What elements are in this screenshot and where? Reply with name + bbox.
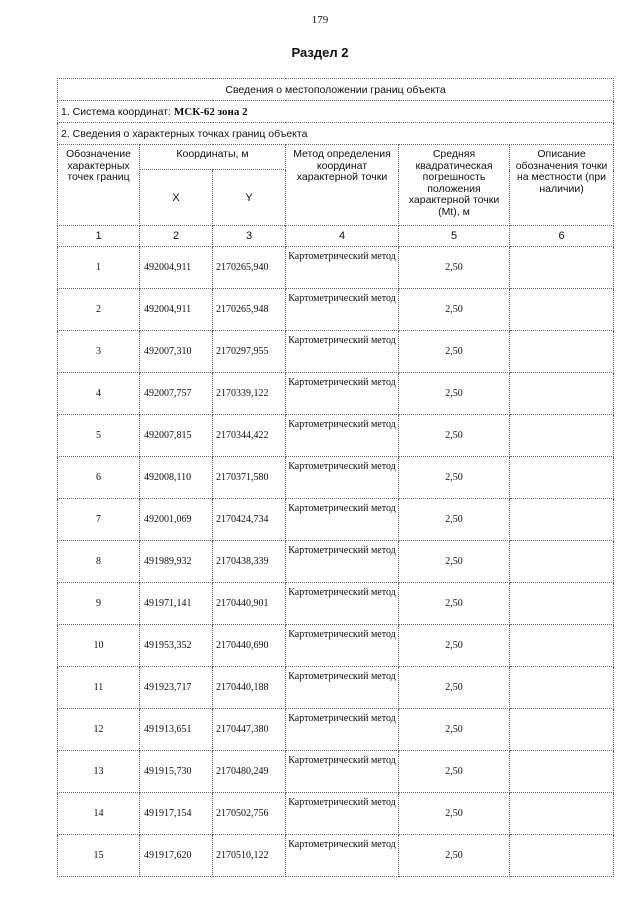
page-number: 179 [311,14,329,26]
point-cell: 5 [58,415,140,457]
table-row [58,793,614,835]
section-title: Раздел 2 [291,45,349,60]
method-cell: Картометрический метод [286,835,399,877]
method-cell: Картометрический метод [286,541,399,583]
point-cell: 3 [58,331,140,373]
table-row [58,373,614,415]
x-cell: 492007,815 [140,415,213,457]
accuracy-cell: 2,50 [399,751,510,793]
banner-row [58,79,614,101]
header-description: Описание обозначения точки на местности (при наличии) [510,145,614,226]
description-cell [510,835,614,877]
header-row-1 [58,145,614,170]
method-cell: Картометрический метод [286,415,399,457]
accuracy-cell: 2,50 [399,541,510,583]
x-cell: 492008,110 [140,457,213,499]
method-cell: Картометрический метод [286,499,399,541]
description-cell [510,793,614,835]
accuracy-cell: 2,50 [399,625,510,667]
point-cell: 9 [58,583,140,625]
point-cell: 14 [58,793,140,835]
y-cell: 2170339,122 [213,373,286,415]
y-cell: 2170297,955 [213,331,286,373]
y-cell: 2170371,580 [213,457,286,499]
column-number: 1 [58,226,140,247]
y-cell: 2170265,940 [213,247,286,289]
x-cell: 491917,154 [140,793,213,835]
point-cell: 7 [58,499,140,541]
description-cell [510,499,614,541]
x-cell: 491971,141 [140,583,213,625]
header-accuracy: Средняя квадратическая погрешность положения характерной точки (Mt), м [399,145,510,226]
accuracy-cell: 2,50 [399,247,510,289]
coord-system-value: МСК-62 зона 2 [173,105,248,118]
accuracy-cell: 2,50 [399,373,510,415]
y-cell: 2170438,339 [213,541,286,583]
column-number: 4 [286,226,399,247]
point-cell: 15 [58,835,140,877]
column-number: 3 [213,226,286,247]
x-cell: 491915,730 [140,751,213,793]
y-cell: 2170424,734 [213,499,286,541]
table-row [58,499,614,541]
point-cell: 1 [58,247,140,289]
table-row [58,331,614,373]
table-row [58,541,614,583]
header-method: Метод определения координат характерной точки [286,145,399,226]
table-row [58,415,614,457]
description-cell [510,583,614,625]
accuracy-cell: 2,50 [399,289,510,331]
column-numbers-row [58,226,614,247]
char-points-title: 2. Сведения о характерных точках границ объекта [58,123,614,145]
coord-system-row [58,101,614,123]
accuracy-cell: 2,50 [399,793,510,835]
header-x: X [140,170,213,226]
y-cell: 2170440,188 [213,667,286,709]
x-cell: 492001,069 [140,499,213,541]
column-number: 2 [140,226,213,247]
method-cell: Картометрический метод [286,751,399,793]
table-row [58,289,614,331]
x-cell: 491917,620 [140,835,213,877]
method-cell: Картометрический метод [286,457,399,499]
description-cell [510,247,614,289]
description-cell [510,415,614,457]
point-cell: 6 [58,457,140,499]
y-cell: 2170265,948 [213,289,286,331]
method-cell: Картометрический метод [286,625,399,667]
description-cell [510,373,614,415]
y-cell: 2170440,690 [213,625,286,667]
description-cell [510,751,614,793]
x-cell: 492004,911 [140,247,213,289]
method-cell: Картометрический метод [286,793,399,835]
accuracy-cell: 2,50 [399,709,510,751]
point-cell: 4 [58,373,140,415]
point-cell: 10 [58,625,140,667]
column-number: 6 [510,226,614,247]
accuracy-cell: 2,50 [399,415,510,457]
x-cell: 492007,757 [140,373,213,415]
accuracy-cell: 2,50 [399,835,510,877]
table-row [58,835,614,877]
description-cell [510,289,614,331]
table-row [58,583,614,625]
header-coords: Координаты, м [140,145,286,170]
x-cell: 492007,310 [140,331,213,373]
method-cell: Картометрический метод [286,583,399,625]
x-cell: 492004,911 [140,289,213,331]
point-cell: 12 [58,709,140,751]
x-cell: 491913,651 [140,709,213,751]
table-row [58,667,614,709]
method-cell: Картометрический метод [286,709,399,751]
x-cell: 491989,932 [140,541,213,583]
table-banner: Сведения о местоположении границ объекта [58,79,614,101]
point-cell: 2 [58,289,140,331]
y-cell: 2170510,122 [213,835,286,877]
y-cell: 2170502,756 [213,793,286,835]
boundary-points-table [57,78,614,877]
header-y: Y [213,170,286,226]
accuracy-cell: 2,50 [399,331,510,373]
header-point: Обозначение характерных точек границ [58,145,140,226]
coord-system-cell [58,101,614,123]
char-points-title-row [58,123,614,145]
x-cell: 491953,352 [140,625,213,667]
accuracy-cell: 2,50 [399,667,510,709]
description-cell [510,709,614,751]
y-cell: 2170344,422 [213,415,286,457]
table-row [58,457,614,499]
point-cell: 8 [58,541,140,583]
method-cell: Картометрический метод [286,667,399,709]
point-cell: 13 [58,751,140,793]
description-cell [510,625,614,667]
point-cell: 11 [58,667,140,709]
method-cell: Картометрический метод [286,289,399,331]
accuracy-cell: 2,50 [399,499,510,541]
y-cell: 2170480,249 [213,751,286,793]
method-cell: Картометрический метод [286,247,399,289]
table-row [58,625,614,667]
accuracy-cell: 2,50 [399,583,510,625]
column-number: 5 [399,226,510,247]
table-row [58,751,614,793]
description-cell [510,457,614,499]
y-cell: 2170440,901 [213,583,286,625]
table-row [58,247,614,289]
accuracy-cell: 2,50 [399,457,510,499]
method-cell: Картометрический метод [286,331,399,373]
x-cell: 491923,717 [140,667,213,709]
coord-system-label: 1. Система координат: [61,105,171,118]
method-cell: Картометрический метод [286,373,399,415]
table-row [58,709,614,751]
description-cell [510,331,614,373]
description-cell [510,667,614,709]
description-cell [510,541,614,583]
y-cell: 2170447,380 [213,709,286,751]
